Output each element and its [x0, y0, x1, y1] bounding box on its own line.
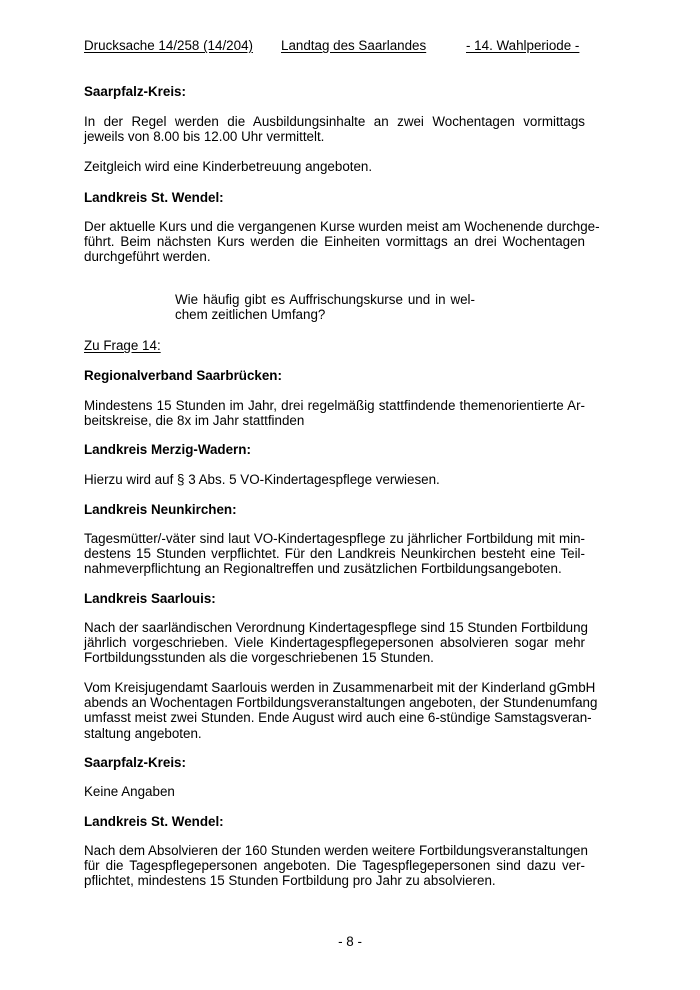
text-line: chem zeitlichen Umfang? [175, 307, 326, 323]
text-line: Nach der saarländischen Verordnung Kindertagespflege sind 15 Stunden Fortbildung [84, 620, 588, 635]
heading-landkreis-saarlouis: Landkreis Saarlouis: [84, 591, 216, 606]
heading-saarpfalz-kreis-2: Saarpfalz-Kreis: [84, 755, 186, 770]
text-line: Vom Kreisjugendamt Saarlouis werden in Zusammenarbeit mit der Kinderland gGmbH [84, 680, 596, 695]
paragraph-st-wendel-training [84, 843, 588, 889]
header-period: - 14. Wahlperiode - [466, 38, 580, 53]
heading-landkreis-merzig-wadern: Landkreis Merzig-Wadern: [84, 442, 251, 457]
paragraph-saarbruecken [84, 398, 585, 428]
text-line: abends an Wochentagen Fortbildungsveranstaltungen angeboten, der Stundenumfang [84, 695, 598, 711]
heading-regionalverband-saarbruecken: Regionalverband Saarbrücken: [84, 368, 282, 383]
text-line: Fortbildungsstunden als die vorgeschriebenen 15 Stunden. [84, 650, 434, 666]
text-line: Mindestens 15 Stunden im Jahr, drei regelmäßig stattfindende themenorientierte Ar- [84, 398, 585, 413]
text-line: pflichtet, mindestens 15 Stunden Fortbildung pro Jahr zu absolvieren. [84, 873, 496, 889]
text-line: Nach dem Absolvieren der 160 Stunden werden weitere Fortbildungsveranstaltungen [84, 843, 588, 858]
paragraph-merzig-wadern: Hierzu wird auf § 3 Abs. 5 VO-Kindertagespflege verwiesen. [84, 472, 440, 487]
paragraph-st-wendel-courses [84, 219, 600, 265]
paragraph-saarpfalz-schedule: In der Regel werden die Ausbildungsinhalte an zwei Wochentagen vormittags jeweils von 8.00 bis 12.00 Uhr vermittelt. [84, 114, 585, 145]
paragraph-saarpfalz-childcare: Zeitgleich wird eine Kinderbetreuung angeboten. [84, 159, 373, 174]
text-line: durchgeführt werden. [84, 249, 211, 265]
text-line: Der aktuelle Kurs und die vergangenen Kurse wurden meist am Wochenende durchge- [84, 219, 600, 234]
heading-landkreis-st-wendel: Landkreis St. Wendel: [84, 190, 224, 205]
text-line: Wie häufig gibt es Auffrischungskurse und in wel- [175, 292, 475, 307]
answer-heading: Zu Frage 14: [84, 338, 161, 353]
page-number: - 8 - [338, 934, 362, 949]
heading-landkreis-st-wendel-2: Landkreis St. Wendel: [84, 814, 224, 829]
heading-landkreis-neunkirchen: Landkreis Neunkirchen: [84, 502, 237, 517]
text-line: beitskreise, die 8x im Jahr stattfinden [84, 413, 305, 429]
heading-saarpfalz-kreis: Saarpfalz-Kreis: [84, 84, 186, 99]
text-line: destens 15 Stunden verpflichtet. Für den Landkreis Neunkirchen besteht eine Teil- [84, 546, 585, 562]
text-line: umfasst meist zwei Stunden. Ende August wird auch eine 6-stündige Samstagsveran- [84, 710, 592, 726]
text-line: nahmeverpflichtung an Regionaltreffen und zusätzlichen Fortbildungsangeboten. [84, 561, 562, 577]
paragraph-neunkirchen [84, 531, 585, 577]
text-line: Tagesmütter/-väter sind laut VO-Kindertagespflege zu jährlicher Fortbildung mit min- [84, 531, 585, 546]
text-line: staltung angeboten. [84, 725, 202, 741]
question-text [175, 292, 475, 322]
paragraph-saarlouis-regulation [84, 620, 588, 666]
paragraph-saarlouis-events [84, 680, 598, 741]
text-line: jährlich vorgeschrieben. Viele Kindertagespflegepersonen absolvieren sogar mehr [84, 635, 585, 651]
header-document-number: Drucksache 14/258 (14/204) [84, 38, 253, 53]
paragraph-saarpfalz-no-data: Keine Angaben [84, 784, 175, 799]
text-line: für die Tagespflegepersonen angeboten. Die Tagespflegepersonen sind dazu ver- [84, 858, 585, 874]
header-parliament: Landtag des Saarlandes [281, 38, 427, 53]
text-line: führt. Beim nächsten Kurs werden die Einheiten vormittags an drei Wochentagen [84, 234, 585, 250]
